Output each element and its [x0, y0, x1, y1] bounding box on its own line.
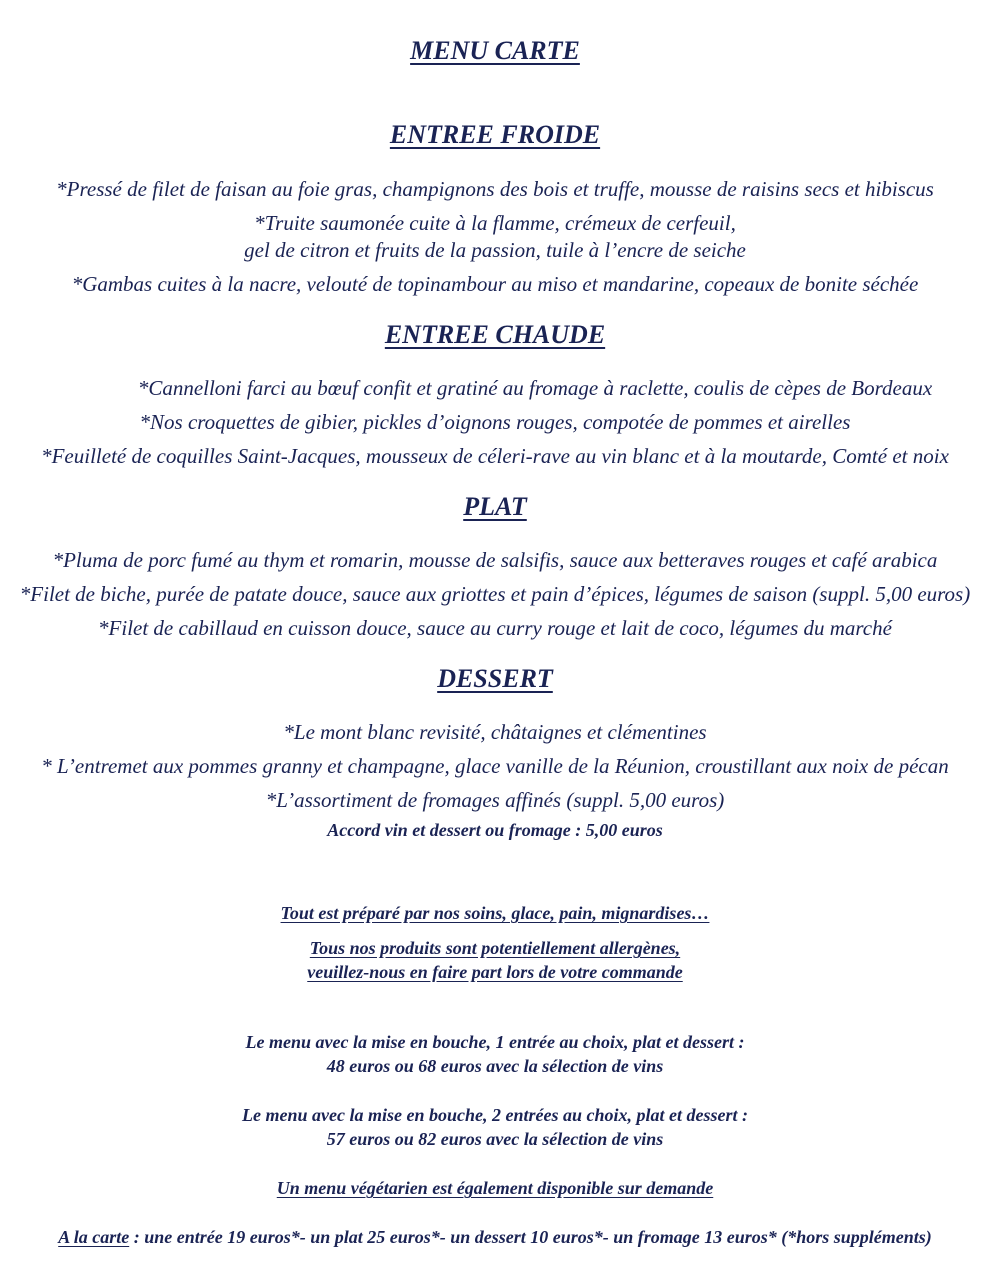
a-la-carte-label: A la carte [58, 1227, 130, 1247]
homemade-note: Tout est préparé par nos soins, glace, pain, mignardises… [280, 903, 710, 923]
menu-item: *Filet de biche, purée de patate douce, sauce aux griottes et pain d’épices, légumes de saison (suppl. 5,00 euros) [19, 582, 971, 606]
menu-offer-2: Le menu avec la mise en bouche, 2 entrées au choix, plat et dessert : [242, 1105, 748, 1125]
menu-offer-1-price: 48 euros ou 68 euros avec la sélection de vins [326, 1056, 664, 1076]
section-heading-dessert: DESSERT [437, 664, 553, 693]
vegetarian-note: Un menu végétarien est également disponible sur demande [276, 1178, 714, 1198]
menu-offer-2-price: 57 euros ou 82 euros avec la sélection de vins [326, 1129, 664, 1149]
menu-item: *Nos croquettes de gibier, pickles d’oignons rouges, compotée de pommes et airelles [139, 410, 851, 434]
menu-item: *Feuilleté de coquilles Saint-Jacques, mousseux de céleri-rave au vin blanc et à la moutarde, Comté et noix [41, 444, 949, 468]
menu-item: *Cannelloni farci au bœuf confit et gratiné au fromage à raclette, coulis de cèpes de Bordeaux [137, 376, 933, 400]
pairing-note: Accord vin et dessert ou fromage : 5,00 euros [327, 820, 663, 840]
menu-item: *Pressé de filet de faisan au foie gras, champignons des bois et truffe, mousse de raisins secs et hibiscus [56, 177, 934, 201]
menu-item: *Le mont blanc revisité, châtaignes et clémentines [283, 720, 707, 744]
menu-offer-1: Le menu avec la mise en bouche, 1 entrée au choix, plat et dessert : [245, 1032, 745, 1052]
menu-item: *Pluma de porc fumé au thym et romarin, mousse de salsifis, sauce aux betteraves rouges et café arabica [52, 548, 938, 572]
allergens-note: veuillez-nous en faire part lors de votre commande [307, 962, 683, 982]
a-la-carte-prices: : une entrée 19 euros*- un plat 25 euros*- un dessert 10 euros*- un fromage 13 euros* (*hors suppléments) [129, 1227, 932, 1247]
a-la-carte-line [0, 1227, 990, 1248]
menu-item: *Truite saumonée cuite à la flamme, crémeux de cerfeuil, [254, 211, 736, 235]
section-heading-entree-chaude: ENTREE CHAUDE [384, 320, 606, 349]
menu-item: gel de citron et fruits de la passion, tuile à l’encre de seiche [244, 238, 746, 262]
section-heading-plat: PLAT [463, 492, 527, 521]
menu-item: *L’assortiment de fromages affinés (suppl. 5,00 euros) [265, 788, 725, 812]
menu-title: MENU CARTE [410, 36, 580, 65]
menu-item: * L’entremet aux pommes granny et champagne, glace vanille de la Réunion, croustillant aux noix de pécan [41, 754, 949, 778]
menu-item: *Filet de cabillaud en cuisson douce, sauce au curry rouge et lait de coco, légumes du marché [98, 616, 892, 640]
menu-item: *Gambas cuites à la nacre, velouté de topinambour au miso et mandarine, copeaux de bonite séchée [71, 272, 919, 296]
allergens-note: Tous nos produits sont potentiellement allergènes, [309, 938, 681, 958]
section-heading-entree-froide: ENTREE FROIDE [389, 120, 601, 149]
